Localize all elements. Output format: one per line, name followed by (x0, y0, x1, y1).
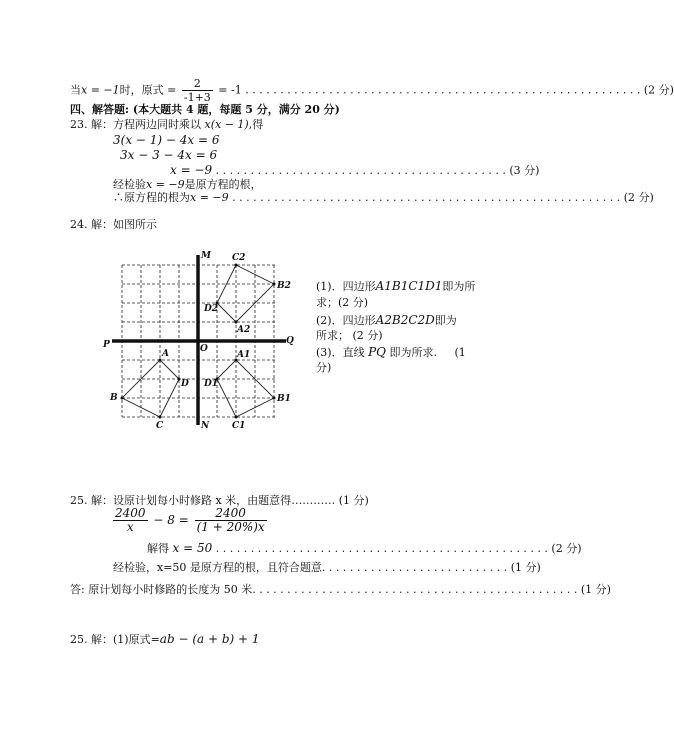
fraction: $\frac{2}{-1+3}$ (183, 77, 211, 104)
label-b2: B2 (277, 281, 291, 291)
label-a: A (162, 349, 169, 359)
q25-equation: $\frac{2400}{x}$ − 8 = $\frac{2400}{(1 + 20\%)x}$ (115, 506, 265, 534)
q23-label: 23. 解：方程两边同时乘以 x(x − 1),得 (70, 118, 264, 131)
line-result-1: 当x = −1时，原式 = $\frac{2}{-1+3}$ = -1 . . . . . . . . . . . . . . . . . . . . . . . . . . . . . . . . . . . . . . . . . . . . . . . . . . . . . . . . . (2 分) (70, 77, 674, 104)
q25b-label: 25. 解：(1)原式=ab − (a + b) + 1 (70, 632, 260, 646)
q24-answer-3: (3)．直线 PQ 即为所求. (1 (316, 345, 466, 359)
quad-a1b1c1d1 (217, 360, 274, 417)
quad-abcd (122, 360, 179, 417)
label-c2: C2 (232, 253, 246, 263)
label-d1: D1 (204, 379, 219, 389)
label-b1: B1 (277, 394, 291, 404)
quad-a2b2c2d (217, 265, 274, 322)
label-d: D (181, 379, 189, 389)
grid-figure (100, 245, 300, 435)
label-o: O (200, 344, 208, 354)
q25-solve: 解得 x = 50 . . . . . . . . . . . . . . . . . . . . . . . . . . . . . . . . . . . . . . . . . . . . . . . . (2 分) (147, 541, 582, 555)
q25-label: 25. 解：设原计划每小时修路 x 米，由题意得………… (1 分) (70, 494, 369, 507)
q24-answer-1: (1)．四边形A1B1C1D1即为所 (316, 279, 476, 293)
label-c: C (156, 421, 164, 431)
label-q: Q (286, 336, 294, 346)
label-a2: A2 (237, 325, 251, 335)
label-n: N (201, 421, 210, 431)
q23-step2: 3x − 3 − 4x = 6 (120, 148, 218, 162)
q24-answer-2: (2)．四边形A2B2C2D即为 (316, 313, 457, 327)
q23-conclusion: ∴原方程的根为x = −9 . . . . . . . . . . . . . . . . . . . . . . . . . . . . . . . . . . . . . . . . . . . . . . . . . . . . . . . . (2 分) (113, 191, 654, 204)
q23-step3: x = −9 . . . . . . . . . . . . . . . . . . . . . . . . . . . . . . . . . . . . . . . . . . (3 分) (170, 163, 540, 177)
label-d2: D2 (204, 304, 219, 314)
label-m: M (201, 251, 211, 261)
q23-step1: 3(x − 1) − 4x = 6 (113, 133, 220, 147)
label-a1: A1 (237, 350, 251, 360)
label-c1: C1 (232, 421, 246, 431)
section-title: 四、解答题: (本大题共 4 题，每题 5 分，满分 20 分) (70, 103, 340, 116)
q25-check: 经检验，x=50 是原方程的根，且符合题意. . . . . . . . . . . . . . . . . . . . . . . . . . . (1 分) (113, 561, 541, 574)
q24-answer-1-cont: 求；(2 分) (316, 296, 369, 309)
q24-answer-2-cont: 所求； (2 分) (316, 329, 383, 342)
label-b: B (110, 393, 118, 403)
q24-answer-3-cont: 分) (316, 361, 332, 374)
q25-answer: 答: 原计划每小时修路的长度为 50 米. . . . . . . . . . . . . . . . . . . . . . . . . . . . . . . . . . . . . . . . . . . . . . . (1 分) (70, 583, 611, 596)
q23-check: 经检验x = −9是原方程的根， (113, 178, 262, 191)
label-p: P (103, 340, 110, 350)
q24-label: 24. 解：如图所示 (70, 218, 157, 231)
